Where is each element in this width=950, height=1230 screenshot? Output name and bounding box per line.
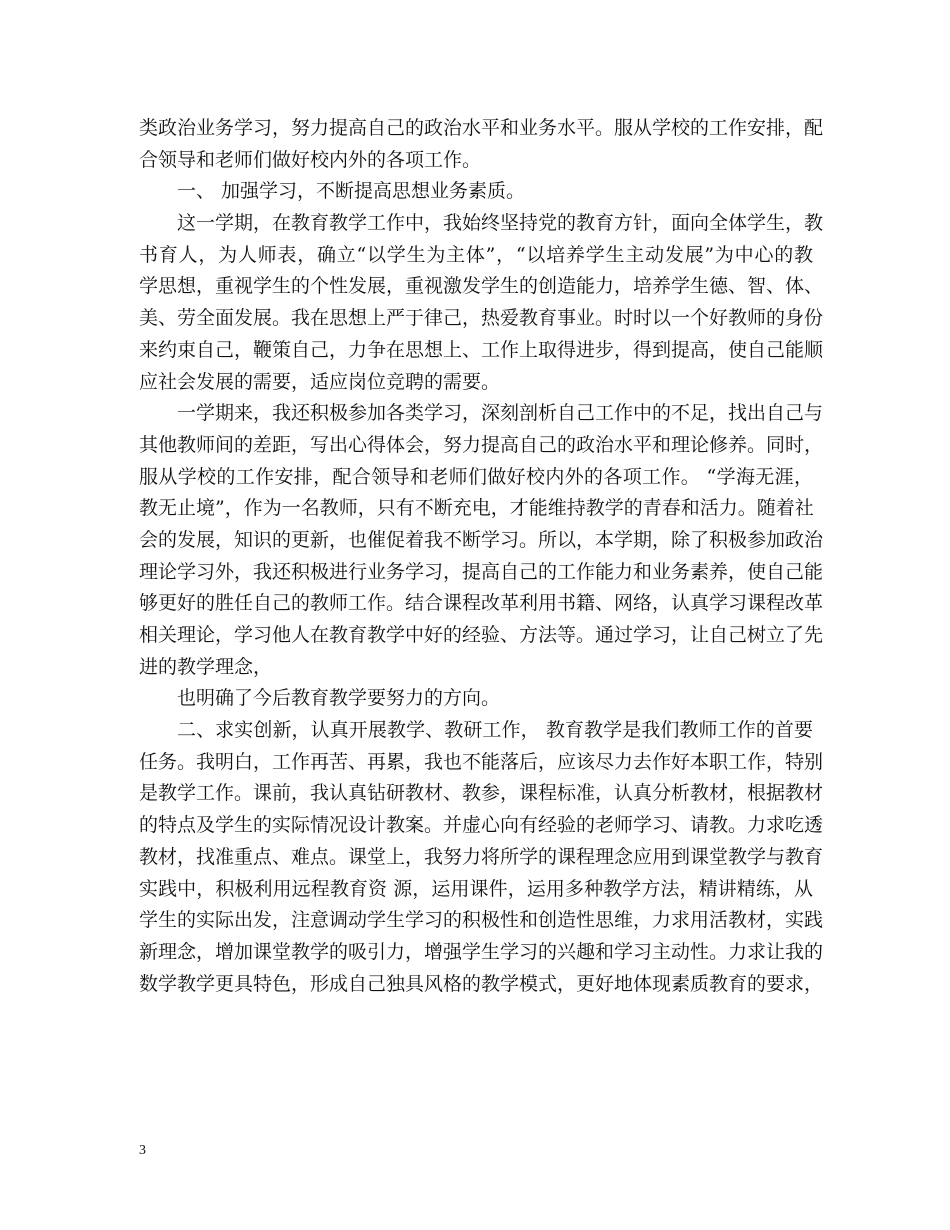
text-line: 学生的实际出发，注意调动学生学习的积极性和创造性思维，力求用活教材，实践 (139, 909, 824, 932)
text-line: 服从学校的工作安排，配合领导和老师们做好校内外的各项工作。 “学海无涯， (139, 465, 813, 488)
text-line: 也明确了今后教育教学要努力的方向。 (177, 687, 501, 710)
text-line: 进的教学理念， (139, 655, 273, 678)
body-text (139, 113, 824, 1000)
text-line: 的特点及学生的实际情况设计教案。并虚心向有经验的老师学习、请教。力求吃透 (139, 814, 824, 837)
text-line: 任务。我明白，工作再苦、再累，我也不能落后，应该尽力去作好本职工作，特别 (139, 750, 824, 773)
text-line: 理论学习外，我还积极进行业务学习，提高自己的工作能力和业务素养，使自己能 (139, 560, 824, 583)
text-line: 是教学工作。课前，我认真钻研教材、教参，课程标准，认真分析教材，根据教材 (139, 782, 824, 805)
text-line: 类政治业务学习，努力提高自己的政治水平和业务水平。服从学校的工作安排，配 (139, 117, 824, 139)
text-line: 学思想，重视学生的个性发展，重视激发学生的创造能力，培养学生德、智、体、 (139, 275, 824, 298)
text-line: 应社会发展的需要，适应岗位竞聘的需要。 (139, 370, 501, 393)
text-line: 来约束自己，鞭策自己，力争在思想上、工作上取得进步，得到提高，使自己能顺 (139, 338, 824, 361)
text-line: 数学教学更具特色，形成自己独具风格的教学模式，更好地体现素质教育的要求， (139, 972, 824, 995)
section-heading: 一、 加强学习，不断提高思想业务素质。 (177, 180, 526, 203)
text-line: 书育人，为人师表，确立“以学生为主体”，“以培养学生主动发展”为中心的教 (139, 243, 813, 266)
page-number: 3 (139, 1143, 146, 1158)
text-line: 美、劳全面发展。我在思想上严于律己，热爱教育事业。时时以一个好教师的身份 (139, 307, 824, 330)
text-line: 教材，找准重点、难点。课堂上，我努力将所学的课程理念应用到课堂教学与教育 (139, 845, 824, 868)
text-line: 一学期来，我还积极参加各类学习，深刻剖析自己工作中的不足，找出自己与 (177, 402, 824, 425)
text-line: 其他教师间的差距，写出心得体会，努力提高自己的政治水平和理论修养。同时， (139, 433, 824, 456)
text-line: 合领导和老师们做好校内外的各项工作。 (139, 148, 482, 171)
text-line: 这一学期，在教育教学工作中，我始终坚持党的教育方针，面向全体学生，教 (177, 212, 824, 235)
section-heading: 二、求实创新，认真开展教学、教研工作， 教育教学是我们教师工作的首要 (177, 719, 813, 742)
text-line: 够更好的胜任自己的教师工作。结合课程改革利用书籍、网络，认真学习课程改革 (139, 592, 824, 615)
text-line: 会的发展，知识的更新，也催促着我不断学习。所以，本学期，除了积极参加政治 (139, 528, 824, 551)
text-line: 新理念，增加课堂教学的吸引力，增强学生学习的兴趣和学习主动性。力求让我的 (139, 940, 824, 963)
text-line: 教无止境”，作为一名教师，只有不断充电，才能维持教学的青春和活力。随着社 (139, 497, 814, 520)
text-line: 相关理论，学习他人在教育教学中好的经验、方法等。通过学习，让自己树立了先 (139, 624, 824, 646)
text-line: 实践中，积极利用远程教育资 源，运用课件，运用多种教学方法，精讲精练，从 (139, 877, 813, 900)
